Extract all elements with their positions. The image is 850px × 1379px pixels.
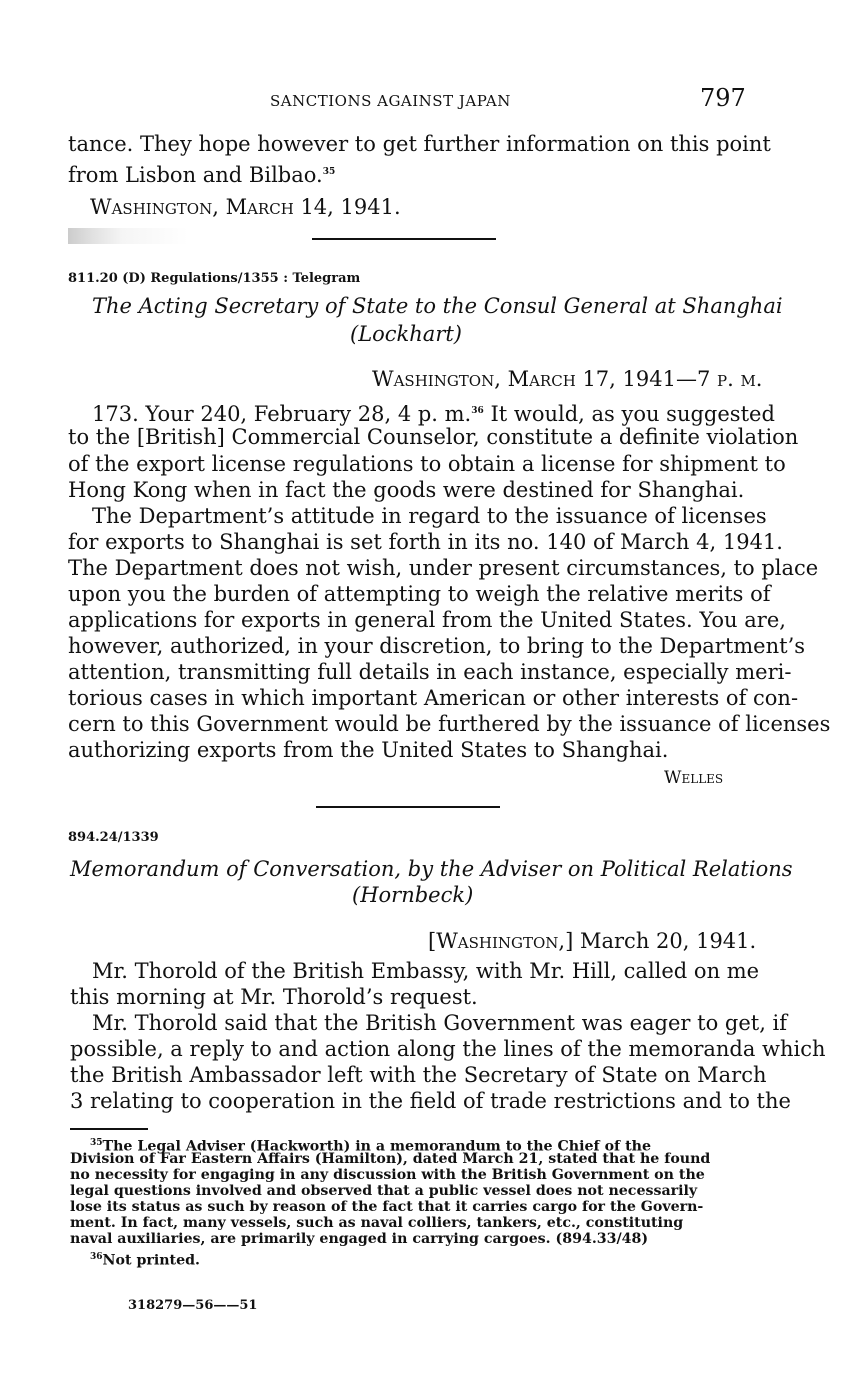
footnote-35-line-2: Division of Far Eastern Affairs (Hamilton), dated March 21, stated that he found: [70, 1151, 711, 1167]
running-title: SANCTIONS AGAINST JAPAN: [270, 92, 511, 110]
continuation-line-1: tance. They hope however to get further information on this point: [68, 132, 771, 156]
doc1-para2-line-8: torious cases in which important American or other interests of con-: [68, 686, 799, 710]
footnote-35-line-7: naval auxiliaries, are primarily engaged in carrying cargoes. (894.33/48): [70, 1231, 649, 1247]
doc1-file-ref: 811.20 (D) Regulations/1355 : Telegram: [68, 271, 361, 286]
footnote-ref-36: 36: [471, 406, 484, 416]
doc1-signature: Welles: [664, 768, 724, 788]
doc1-para2-line-10: authorizing exports from the United States to Shanghai.: [68, 738, 669, 762]
doc2-para2-line-2: possible, a reply to and action along the lines of the memoranda which: [70, 1037, 826, 1061]
doc1-para2-line-6: however, authorized, in your discretion, to bring to the Department’s: [68, 634, 806, 658]
section-divider-2: [316, 806, 500, 808]
doc2-dateline: [Washington,] March 20, 1941.: [428, 929, 757, 953]
footnote-35-line-4: legal questions involved and observed that a public vessel does not necessarily: [70, 1183, 698, 1199]
doc1-para2-line-5: applications for exports in general from the United States. You are,: [68, 608, 786, 632]
doc1-para2-line-9: cern to this Government would be furthered by the issuance of licenses: [68, 712, 831, 736]
doc1-para1-line-3: of the export license regulations to obtain a license for shipment to: [68, 452, 786, 476]
doc1-para2-line-3: The Department does not wish, under present circumstances, to place: [68, 556, 819, 580]
footnote-rule: [70, 1128, 148, 1130]
footnote-36-marker: 36: [90, 1252, 103, 1262]
printer-code: 318279—56——51: [128, 1298, 258, 1313]
doc1-title-line-1: The Acting Secretary of State to the Consul General at Shanghai: [92, 294, 783, 318]
doc2-para2-line-4: 3 relating to cooperation in the field of trade restrictions and to the: [70, 1089, 791, 1113]
footnote-35-line-3: no necessity for engaging in any discussion with the British Government on the: [70, 1167, 705, 1183]
doc1-dateline: Washington, March 17, 1941—7 p. m.: [372, 367, 763, 391]
doc2-para2-line-3: the British Ambassador left with the Secretary of State on March: [70, 1063, 767, 1087]
footnote-35-line-1: $^{35}$The Legal Adviser (Hackworth) in a memorandum to the Chief of the: [90, 1138, 651, 1155]
doc1-para2-line-2: for exports to Shanghai is set forth in its no. 140 of March 4, 1941.: [68, 530, 783, 554]
doc1-para2-line-1: The Department’s attitude in regard to the issuance of licenses: [92, 504, 767, 528]
doc2-para2-line-1: Mr. Thorold said that the British Government was eager to get, if: [92, 1011, 788, 1035]
doc1-para1-line-4: Hong Kong when in fact the goods were destined for Shanghai.: [68, 478, 745, 502]
continuation-dateline: Washington, March 14, 1941.: [90, 195, 401, 219]
doc1-para2-line-7: attention, transmitting full details in each instance, especially meri-: [68, 660, 792, 684]
footnote-35-line-5: lose its status as such by reason of the fact that it carries cargo for the Govern-: [70, 1199, 704, 1215]
continuation-line-2: from Lisbon and Bilbao.$^{35}$: [68, 163, 336, 187]
footnote-35-marker: 35: [90, 1138, 103, 1148]
page-number: 797: [700, 84, 746, 112]
doc1-para1-line-1: 173. Your 240, February 28, 4 p. m.$^{36}$ It would, as you suggested: [92, 402, 775, 426]
doc2-para1-line-1: Mr. Thorold of the British Embassy, with Mr. Hill, called on me: [92, 959, 760, 983]
footnote-36: $^{36}$Not printed.: [90, 1252, 200, 1269]
doc1-title-line-2: (Lockhart): [350, 322, 462, 346]
doc2-para1-line-2: this morning at Mr. Thorold’s request.: [70, 985, 478, 1009]
footnote-35-line-6: ment. In fact, many vessels, such as naval colliers, tankers, etc., constituting: [70, 1215, 684, 1231]
section-divider-1: [312, 238, 496, 240]
doc2-title-line-2: (Hornbeck): [352, 883, 474, 907]
ink-smudge: [68, 228, 188, 244]
doc1-para2-line-4: upon you the burden of attempting to weigh the relative merits of: [68, 582, 771, 606]
doc2-title-line-1: Memorandum of Conversation, by the Adviser on Political Relations: [70, 857, 793, 881]
doc1-para1-line-2: to the [British] Commercial Counselor, constitute a definite violation: [68, 425, 799, 449]
footnote-ref-35: 35: [322, 167, 336, 177]
doc2-file-ref: 894.24/1339: [68, 830, 159, 845]
